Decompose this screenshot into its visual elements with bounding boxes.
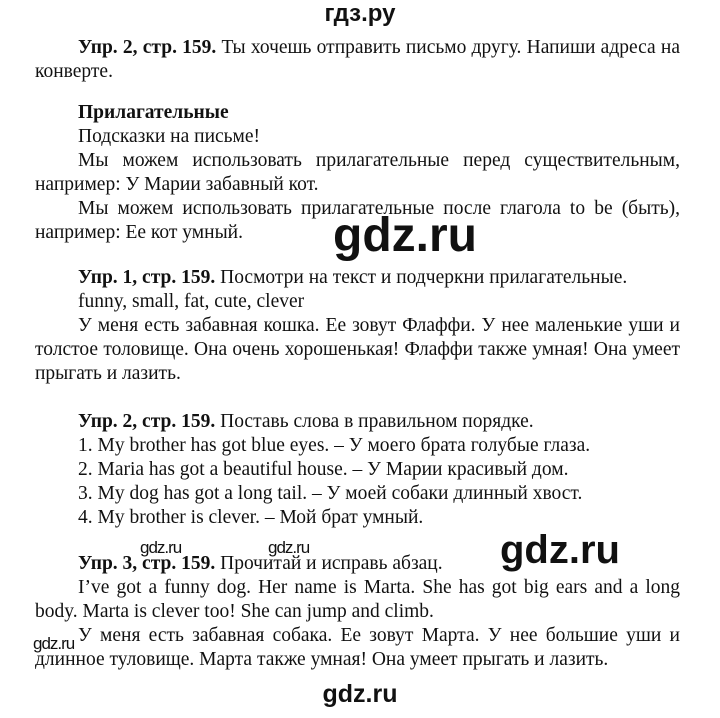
exercise-task: Прочитай и исправь абзац. xyxy=(220,553,443,574)
translation: У меня есть забавная собака. Ее зовут Марта. У нее большие уши и длинное туловище. Марта также умная! Она умеет прыгать и лазить. xyxy=(35,625,680,670)
english-text: I’ve got a funny dog. Her name is Marta. She has got big ears and a long body. Marta is clever too! She can jump and climb. xyxy=(35,577,680,622)
exercise-2 xyxy=(35,410,680,530)
answer-item: 1. My brother has got blue eyes. – У моего брата голубые глаза. xyxy=(78,435,591,456)
watermark-small: gdz.ru xyxy=(140,538,182,557)
answer-item: 4. My brother is clever. – Мой брат умный. xyxy=(78,507,424,528)
watermark-small: gdz.ru xyxy=(33,634,75,653)
exercise-letter xyxy=(35,36,680,84)
section-heading: Прилагательные xyxy=(78,102,229,123)
paragraph: Мы можем использовать прилагательные перед существительным, например: У Марии забавный кот. xyxy=(35,150,680,195)
answer-item: 3. My dog has got a long tail. – У моей собаки длинный хвост. xyxy=(78,483,583,504)
site-header: гдз.ру xyxy=(324,0,396,27)
paragraph: Мы можем использовать прилагательные после глагола to be (быть), например: Ее кот умный. xyxy=(35,198,680,243)
watermark-medium: gdz.ru xyxy=(500,528,620,572)
exercise-title: Упр. 2, стр. 159. xyxy=(78,37,217,58)
translation: У меня есть забавная кошка. Ее зовут Флаффи. У нее маленькие уши и толстое толовище. Она очень хорошенькая! Флаффи также умная! Она умеет прыгать и лазить. xyxy=(35,315,680,384)
paragraph: Подсказки на письме! xyxy=(78,126,261,147)
answer-words: funny, small, fat, cute, clever xyxy=(78,291,305,312)
exercise-1 xyxy=(35,266,680,386)
exercise-title: Упр. 1, стр. 159. xyxy=(78,267,216,288)
exercise-task: Посмотри на текст и подчеркни прилагательные. xyxy=(220,267,628,288)
exercise-task: Ты хочешь отправить письмо другу. Напиши адреса на конверте. xyxy=(35,37,680,82)
watermark-large: gdz.ru xyxy=(333,209,477,262)
answer-item: 2. Maria has got a beautiful house. – У Марии красивый дом. xyxy=(78,459,569,480)
watermark-bottom: gdz.ru xyxy=(322,680,398,708)
exercise-task: Поставь слова в правильном порядке. xyxy=(220,411,534,432)
exercise-title: Упр. 3, стр. 159. xyxy=(78,553,216,574)
watermark-small: gdz.ru xyxy=(268,538,310,557)
exercise-title: Упр. 2, стр. 159. xyxy=(78,411,216,432)
